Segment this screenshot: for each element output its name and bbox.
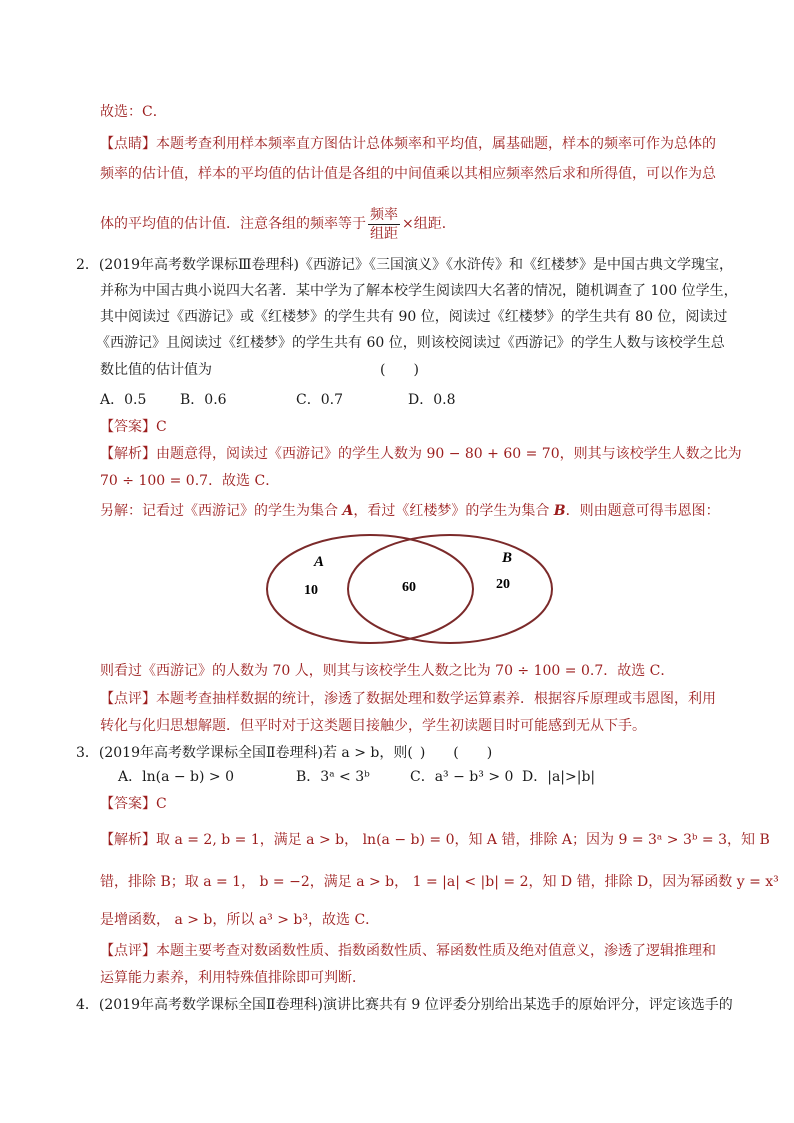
alt-text-post: ．则由题意可得韦恩图：	[565, 503, 720, 519]
q2-stem-line-5: 数比值的估计值为	[100, 362, 212, 378]
q2-after-venn: 则看过《西游记》的人数为 70 人，则其与该校学生人数之比为 70 ÷ 100 = 0.7．故选 C．	[100, 663, 675, 679]
q3-answer-line	[100, 794, 167, 814]
q3-option-b: B．3ᵃ < 3ᵇ	[296, 769, 370, 785]
set-b-symbol: B	[553, 503, 566, 519]
q3-analysis-line-2: 错，排除 B；取 a = 1， b = −2，满足 a > b， 1 = |a| < |b| = 2，知 D 错，排除 D，因为幂函数 y = x³	[100, 874, 779, 890]
venn-region-a-only: 10	[304, 583, 318, 598]
q2-stem-line-1: 2．(2019年高考数学课标Ⅲ卷理科)《西游记》《三国演义》《水浒传》和《红楼梦》是中国古典文学瑰宝，	[76, 257, 733, 273]
conclusion-text: 故选：C．	[100, 104, 167, 120]
q2-option-d: D．0.8	[408, 392, 456, 408]
comment-tag: 【点睛】	[100, 136, 156, 152]
q3-review-line-1	[100, 941, 716, 961]
analysis-tag: 【解析】	[100, 832, 156, 848]
review-text-1: 本题考查抽样数据的统计，渗透了数据处理和数学运算素养．根据容斥原理或韦恩图，利用	[156, 691, 716, 707]
comment-text-3: 体的平均值的估计值．注意各组的频率等于	[100, 216, 366, 232]
q2-option-c: C．0.7	[296, 392, 343, 408]
fraction-numerator: 频率	[370, 206, 398, 223]
q3-option-a: A．ln(a − b) > 0	[118, 769, 235, 785]
alt-text-mid: ，看过《红楼梦》的学生为集合	[353, 503, 554, 519]
q2-stem-line-4: 《西游记》且阅读过《红楼梦》的学生共有 60 位，则该校阅读过《西游记》的学生人数与该校学生总	[96, 335, 725, 351]
q2-option-a: A．0.5	[100, 392, 147, 408]
q3-stem: 3．(2019年高考数学课标全国Ⅱ卷理科)若 a > b，则( ) ( )	[76, 745, 493, 761]
q2-answer-line	[100, 417, 167, 437]
analysis-tag: 【解析】	[100, 446, 156, 462]
q2-answer-paren: ( )	[380, 362, 419, 378]
analysis-text-1: 取 a = 2, b = 1，满足 a > b， ln(a − b) = 0，知 A 错，排除 A；因为 9 = 3ᵃ > 3ᵇ = 3，知 B	[156, 832, 770, 848]
q2-review-line-1	[100, 689, 716, 709]
review-tag: 【点评】	[100, 691, 156, 707]
q2-option-b: B．0.6	[180, 392, 227, 408]
fraction-denominator: 组距	[370, 225, 398, 242]
review-text-1: 本题主要考查对数函数性质、指数函数性质、幂函数性质及绝对值意义，渗透了逻辑推理和	[156, 943, 716, 959]
venn-region-b-only: 20	[496, 577, 510, 592]
q2-alt-solution	[100, 501, 720, 521]
answer-tag: 【答案】	[100, 419, 156, 435]
venn-region-both: 60	[402, 580, 416, 595]
venn-circle-a	[267, 535, 473, 643]
q2-stem-line-2: 并称为中国古典小说四大名著．某中学为了解本校学生阅读四大名著的情况，随机调查了 100 位学生，	[100, 283, 738, 299]
review-tag: 【点评】	[100, 943, 156, 959]
alt-text-pre: 另解：记看过《西游记》的学生为集合	[100, 503, 343, 519]
set-a-symbol: A	[342, 503, 354, 519]
q3-analysis-line-3: 是增函数， a > b，所以 a³ > b³，故选 C．	[100, 912, 380, 928]
venn-label-a: A	[314, 554, 325, 570]
comment-line-2: 频率的估计值，样本的平均值的估计值是各组的中间值乘以其相应频率然后求和所得值，可以作为总	[100, 166, 716, 182]
q3-analysis-line-1	[100, 830, 770, 850]
venn-label-b: B	[502, 550, 513, 566]
q2-analysis-line-1	[100, 444, 742, 464]
answer-value: C	[156, 419, 167, 435]
q2-review-line-2: 转化与化归思想解题．但平时对于这类题目接触少，学生初读题目时可能感到无从下手。	[100, 718, 646, 734]
q3-review-line-2: 运算能力素养，利用特殊值排除即可判断．	[100, 970, 366, 986]
q4-stem: 4．(2019年高考数学课标全国Ⅱ卷理科)演讲比赛共有 9 位评委分别给出某选手的原始评分，评定该选手的	[76, 997, 733, 1013]
frequency-fraction	[368, 206, 400, 243]
venn-diagram	[260, 532, 560, 650]
comment-text-1: 本题考查利用样本频率直方图估计总体频率和平均值，属基础题，样本的频率可作为总体的	[156, 136, 716, 152]
answer-value: C	[156, 796, 167, 812]
comment-line-3	[100, 204, 456, 244]
answer-tag: 【答案】	[100, 796, 156, 812]
comment-text-3-post: ×组距．	[402, 216, 456, 232]
venn-circle-b	[348, 535, 552, 643]
q2-analysis-line-2: 70 ÷ 100 = 0.7．故选 C．	[100, 473, 280, 489]
q3-option-d: D．|a|>|b|	[522, 769, 596, 785]
q3-option-c: C．a³ − b³ > 0	[410, 769, 514, 785]
analysis-text-1: 由题意得，阅读过《西游记》的学生人数为 90 − 80 + 60 = 70，则其与该校学生人数之比为	[156, 446, 742, 462]
q2-stem-line-3: 其中阅读过《西游记》或《红楼梦》的学生共有 90 位，阅读过《红楼梦》的学生共有 80 位，阅读过	[100, 309, 728, 325]
comment-line-1	[100, 134, 716, 154]
